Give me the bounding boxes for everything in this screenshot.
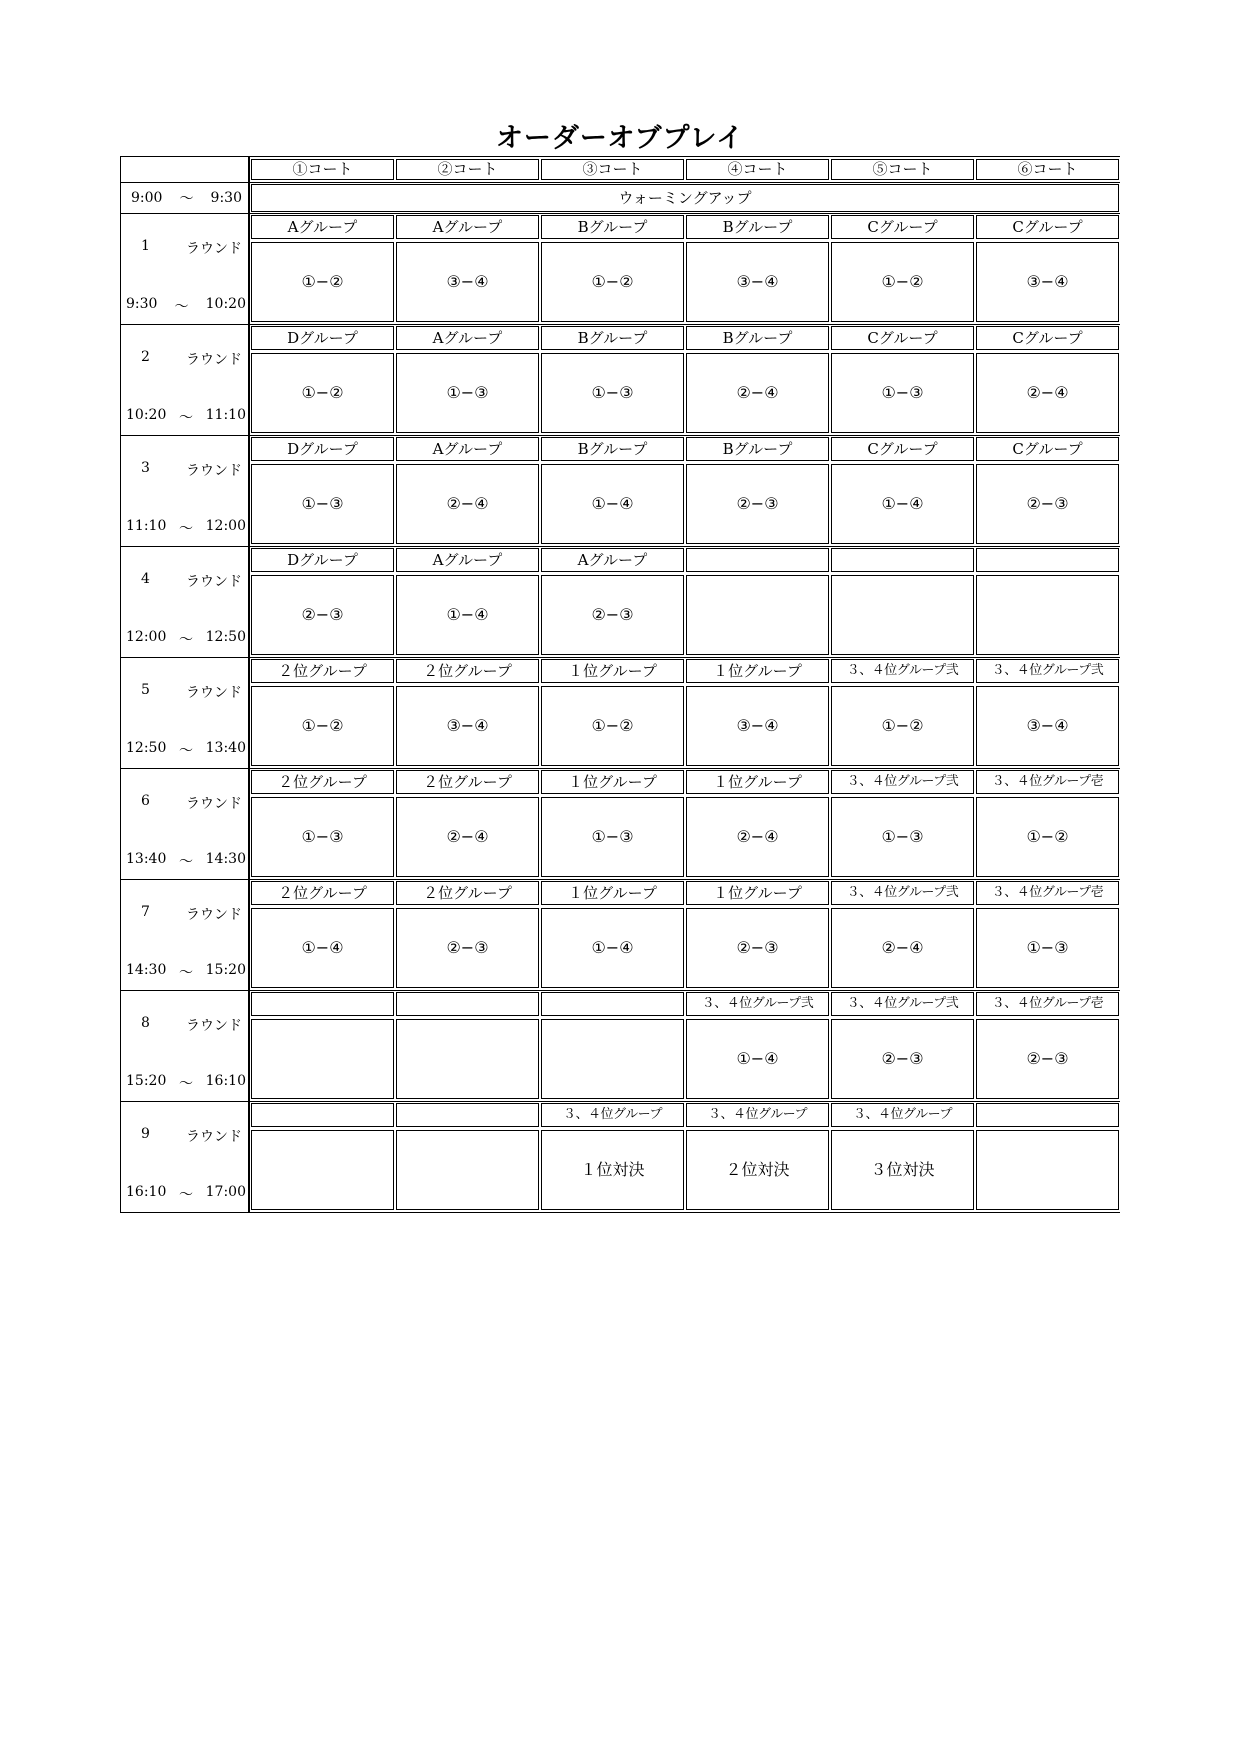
round-row-7 <box>120 880 1120 991</box>
group-label <box>541 992 684 1016</box>
round-end: 17:00 <box>205 1184 246 1200</box>
match-pairing: ３位対決 <box>831 1130 974 1210</box>
match-pairing: １位対決 <box>541 1130 684 1210</box>
round-courts <box>250 769 1120 879</box>
group-label: ２位グループ <box>396 881 539 905</box>
round-number: 3 <box>141 460 150 476</box>
group-label: ３、４位グループ弐 <box>686 992 829 1016</box>
round-end: 11:10 <box>205 407 246 423</box>
group-label: Bグループ <box>541 215 684 239</box>
group-label: ３、４位グループ壱 <box>976 881 1119 905</box>
round-end: 14:30 <box>205 851 246 867</box>
court-slot-4 <box>686 1102 829 1212</box>
round-title <box>141 571 242 591</box>
match-pairing: ③−④ <box>686 686 829 766</box>
court-slot-2 <box>396 1102 539 1212</box>
match-pairing: ①−② <box>541 686 684 766</box>
round-start: 14:30 <box>126 962 167 978</box>
group-label: ３、４位グループ壱 <box>976 992 1119 1016</box>
corner-cell <box>120 157 250 182</box>
group-label: ３、４位グループ弐 <box>831 659 974 683</box>
round-label <box>120 436 250 546</box>
rounds <box>120 214 1120 1213</box>
round-time <box>126 962 246 982</box>
match-pairing: ③−④ <box>396 686 539 766</box>
round-sep: 〜 <box>174 299 189 315</box>
match-pairing: ②−③ <box>831 1019 974 1099</box>
round-start: 9:30 <box>126 296 158 312</box>
round-label <box>120 547 250 657</box>
match-pairing <box>976 1130 1119 1210</box>
round-word: ラウンド <box>186 574 242 590</box>
group-label: Bグループ <box>686 326 829 350</box>
court-slot-3 <box>541 880 684 990</box>
round-row-3 <box>120 436 1120 547</box>
group-label: Bグループ <box>686 437 829 461</box>
match-pairing: ②−③ <box>251 575 394 655</box>
court-slot-5 <box>831 214 974 324</box>
court-slot-1 <box>251 325 394 435</box>
group-label: ２位グループ <box>251 770 394 794</box>
round-time <box>126 407 246 427</box>
round-title <box>141 682 242 702</box>
match-pairing: ①−② <box>831 242 974 322</box>
match-pairing: ②−④ <box>976 353 1119 433</box>
warmup-time <box>120 183 250 213</box>
group-label: Aグループ <box>541 548 684 572</box>
court-slot-6 <box>976 436 1119 546</box>
match-pairing: ①−③ <box>541 797 684 877</box>
match-pairing: ①−③ <box>976 908 1119 988</box>
round-word: ラウンド <box>186 1129 242 1145</box>
round-title <box>141 1126 242 1146</box>
round-word: ラウンド <box>186 463 242 479</box>
court-header-row <box>120 156 1120 183</box>
court-slot-2 <box>396 769 539 879</box>
round-courts <box>250 1102 1120 1212</box>
court-slot-2 <box>396 880 539 990</box>
group-label: Cグループ <box>831 326 974 350</box>
round-word: ラウンド <box>186 685 242 701</box>
group-label: １位グループ <box>686 659 829 683</box>
round-number: 1 <box>141 238 150 254</box>
group-label: ３、４位グループ弐 <box>831 881 974 905</box>
court-slot-5 <box>831 436 974 546</box>
group-label: ２位グループ <box>396 659 539 683</box>
round-number: 8 <box>141 1015 150 1031</box>
round-label <box>120 1102 250 1212</box>
match-pairing <box>251 1019 394 1099</box>
group-label: ３、４位グループ弐 <box>831 770 974 794</box>
court-slot-5 <box>831 325 974 435</box>
court-header-6: ⑥コート <box>976 159 1119 180</box>
round-end: 12:00 <box>205 518 246 534</box>
match-pairing: ①−③ <box>831 797 974 877</box>
warmup-sep: 〜 <box>179 191 194 207</box>
round-time <box>126 629 246 649</box>
court-slot-6 <box>976 769 1119 879</box>
court-slot-2 <box>396 547 539 657</box>
round-sep: 〜 <box>179 965 193 981</box>
court-slot-1 <box>251 991 394 1101</box>
group-label: ３、４位グループ弐 <box>976 659 1119 683</box>
court-slot-1 <box>251 658 394 768</box>
round-end: 12:50 <box>205 629 246 645</box>
match-pairing: ①−③ <box>251 797 394 877</box>
court-slot-2 <box>396 991 539 1101</box>
round-number: 4 <box>141 571 150 587</box>
match-pairing: ①−③ <box>831 353 974 433</box>
round-start: 11:10 <box>126 518 167 534</box>
court-headers <box>250 159 1120 180</box>
warmup-label: ウォーミングアップ <box>251 184 1119 212</box>
match-pairing: ①−③ <box>541 353 684 433</box>
match-pairing <box>396 1019 539 1099</box>
match-pairing: ③−④ <box>396 242 539 322</box>
round-number: 7 <box>141 904 150 920</box>
court-header-1: ①コート <box>251 159 394 180</box>
court-header-4: ④コート <box>686 159 829 180</box>
warmup-end: 9:30 <box>210 190 242 206</box>
match-pairing <box>976 575 1119 655</box>
court-slot-5 <box>831 769 974 879</box>
round-start: 13:40 <box>126 851 167 867</box>
match-pairing: ①−② <box>541 242 684 322</box>
match-pairing: ①−④ <box>251 908 394 988</box>
court-slot-6 <box>976 1102 1119 1212</box>
round-number: 5 <box>141 682 150 698</box>
group-label <box>976 548 1119 572</box>
match-pairing: ①−③ <box>396 353 539 433</box>
court-slot-4 <box>686 436 829 546</box>
round-label <box>120 214 250 324</box>
match-pairing: ②−④ <box>831 908 974 988</box>
round-time <box>126 1073 246 1093</box>
court-slot-3 <box>541 769 684 879</box>
round-sep: 〜 <box>179 854 193 870</box>
court-slot-1 <box>251 769 394 879</box>
court-slot-4 <box>686 547 829 657</box>
match-pairing: ①−④ <box>686 1019 829 1099</box>
warmup-row <box>120 183 1120 214</box>
court-slot-6 <box>976 880 1119 990</box>
court-slot-5 <box>831 658 974 768</box>
round-start: 10:20 <box>126 407 167 423</box>
court-slot-2 <box>396 214 539 324</box>
round-row-6 <box>120 769 1120 880</box>
round-end: 15:20 <box>205 962 246 978</box>
court-slot-6 <box>976 214 1119 324</box>
round-row-9 <box>120 1102 1120 1213</box>
round-label <box>120 880 250 990</box>
match-pairing: ②−④ <box>396 464 539 544</box>
round-end: 16:10 <box>205 1073 246 1089</box>
court-slot-3 <box>541 214 684 324</box>
order-of-play-table <box>120 156 1120 1213</box>
match-pairing: ③−④ <box>976 686 1119 766</box>
round-start: 16:10 <box>126 1184 167 1200</box>
round-courts <box>250 991 1120 1101</box>
group-label <box>396 1103 539 1127</box>
court-slot-4 <box>686 769 829 879</box>
group-label: １位グループ <box>541 770 684 794</box>
round-label <box>120 658 250 768</box>
round-sep: 〜 <box>179 1187 193 1203</box>
round-word: ラウンド <box>186 241 242 257</box>
group-label: ３、４位グループ <box>686 1103 829 1127</box>
round-sep: 〜 <box>179 743 193 759</box>
court-slot-4 <box>686 325 829 435</box>
group-label: Aグループ <box>396 548 539 572</box>
page-title: オーダーオブプレイ <box>495 123 745 154</box>
round-courts <box>250 658 1120 768</box>
court-slot-4 <box>686 880 829 990</box>
court-slot-5 <box>831 547 974 657</box>
court-slot-1 <box>251 1102 394 1212</box>
group-label <box>976 1103 1119 1127</box>
round-row-4 <box>120 547 1120 658</box>
group-label: ２位グループ <box>251 659 394 683</box>
warmup-start: 9:00 <box>131 190 163 206</box>
court-slot-3 <box>541 658 684 768</box>
group-label: Aグループ <box>396 215 539 239</box>
round-label <box>120 769 250 879</box>
group-label: Cグループ <box>976 437 1119 461</box>
round-title <box>141 349 242 369</box>
match-pairing: ③−④ <box>686 242 829 322</box>
group-label: １位グループ <box>686 770 829 794</box>
match-pairing: ②−③ <box>686 464 829 544</box>
round-start: 15:20 <box>126 1073 167 1089</box>
round-label <box>120 325 250 435</box>
court-slot-2 <box>396 658 539 768</box>
match-pairing <box>251 1130 394 1210</box>
round-word: ラウンド <box>186 352 242 368</box>
court-header-2: ②コート <box>396 159 539 180</box>
court-slot-4 <box>686 658 829 768</box>
round-word: ラウンド <box>186 1018 242 1034</box>
court-slot-2 <box>396 436 539 546</box>
round-sep: 〜 <box>179 410 193 426</box>
court-slot-5 <box>831 880 974 990</box>
round-time <box>126 851 246 871</box>
round-sep: 〜 <box>179 521 193 537</box>
match-pairing <box>541 1019 684 1099</box>
round-courts <box>250 547 1120 657</box>
match-pairing: ②−④ <box>396 797 539 877</box>
round-start: 12:00 <box>126 629 167 645</box>
group-label: Cグループ <box>976 215 1119 239</box>
match-pairing: ①−③ <box>251 464 394 544</box>
match-pairing: ①−② <box>831 686 974 766</box>
group-label: Aグループ <box>396 437 539 461</box>
match-pairing: ②−④ <box>686 797 829 877</box>
round-end: 10:20 <box>205 296 246 312</box>
match-pairing: ①−② <box>976 797 1119 877</box>
group-label: １位グループ <box>541 881 684 905</box>
round-start: 12:50 <box>126 740 167 756</box>
round-number: 9 <box>141 1126 150 1142</box>
group-label: Aグループ <box>251 215 394 239</box>
group-label: Aグループ <box>396 326 539 350</box>
match-pairing: ①−② <box>251 686 394 766</box>
match-pairing <box>831 575 974 655</box>
round-row-5 <box>120 658 1120 769</box>
match-pairing: ②−③ <box>541 575 684 655</box>
court-slot-2 <box>396 325 539 435</box>
court-slot-6 <box>976 325 1119 435</box>
round-time <box>126 1184 246 1204</box>
match-pairing: ②−③ <box>396 908 539 988</box>
round-title <box>141 238 242 258</box>
court-slot-3 <box>541 1102 684 1212</box>
group-label: Cグループ <box>831 437 974 461</box>
match-pairing: ①−④ <box>541 908 684 988</box>
group-label: １位グループ <box>541 659 684 683</box>
round-number: 2 <box>141 349 150 365</box>
match-pairing: ③−④ <box>976 242 1119 322</box>
round-title <box>141 460 242 480</box>
court-slot-1 <box>251 880 394 990</box>
round-number: 6 <box>141 793 150 809</box>
group-label <box>686 548 829 572</box>
court-header-3: ③コート <box>541 159 684 180</box>
round-courts <box>250 436 1120 546</box>
round-courts <box>250 325 1120 435</box>
group-label: Dグループ <box>251 326 394 350</box>
match-pairing <box>686 575 829 655</box>
round-courts <box>250 214 1120 324</box>
round-title <box>141 904 242 924</box>
court-slot-6 <box>976 547 1119 657</box>
round-word: ラウンド <box>186 907 242 923</box>
court-slot-3 <box>541 547 684 657</box>
round-label <box>120 991 250 1101</box>
round-time <box>126 296 246 316</box>
match-pairing <box>396 1130 539 1210</box>
match-pairing: ①−② <box>251 242 394 322</box>
group-label: ３、４位グループ <box>831 1103 974 1127</box>
court-slot-1 <box>251 436 394 546</box>
match-pairing: ２位対決 <box>686 1130 829 1210</box>
group-label: ３、４位グループ弐 <box>831 992 974 1016</box>
group-label: Cグループ <box>831 215 974 239</box>
group-label: Cグループ <box>976 326 1119 350</box>
court-slot-4 <box>686 991 829 1101</box>
group-label: ２位グループ <box>396 770 539 794</box>
group-label <box>396 992 539 1016</box>
round-word: ラウンド <box>186 796 242 812</box>
court-slot-4 <box>686 214 829 324</box>
court-header-5: ⑤コート <box>831 159 974 180</box>
match-pairing: ①−④ <box>396 575 539 655</box>
group-label: １位グループ <box>686 881 829 905</box>
round-row-1 <box>120 214 1120 325</box>
group-label: ３、４位グループ壱 <box>976 770 1119 794</box>
court-slot-1 <box>251 214 394 324</box>
court-slot-5 <box>831 1102 974 1212</box>
group-label: ３、４位グループ <box>541 1103 684 1127</box>
group-label: ２位グループ <box>251 881 394 905</box>
match-pairing: ①−② <box>251 353 394 433</box>
court-slot-6 <box>976 658 1119 768</box>
round-row-2 <box>120 325 1120 436</box>
group-label: Bグループ <box>541 326 684 350</box>
court-slot-5 <box>831 991 974 1101</box>
match-pairing: ②−③ <box>686 908 829 988</box>
round-row-8 <box>120 991 1120 1102</box>
match-pairing: ①−④ <box>831 464 974 544</box>
match-pairing: ②−④ <box>686 353 829 433</box>
round-title <box>141 1015 242 1035</box>
group-label <box>251 1103 394 1127</box>
group-label: Dグループ <box>251 437 394 461</box>
match-pairing: ②−③ <box>976 1019 1119 1099</box>
group-label <box>251 992 394 1016</box>
match-pairing: ①−④ <box>541 464 684 544</box>
round-sep: 〜 <box>179 1076 193 1092</box>
court-slot-1 <box>251 547 394 657</box>
court-slot-3 <box>541 436 684 546</box>
court-slot-6 <box>976 991 1119 1101</box>
round-courts <box>250 880 1120 990</box>
round-time <box>126 518 246 538</box>
round-title <box>141 793 242 813</box>
round-end: 13:40 <box>205 740 246 756</box>
court-slot-3 <box>541 325 684 435</box>
group-label <box>831 548 974 572</box>
group-label: Bグループ <box>541 437 684 461</box>
match-pairing: ②−③ <box>976 464 1119 544</box>
group-label: Dグループ <box>251 548 394 572</box>
group-label: Bグループ <box>686 215 829 239</box>
round-sep: 〜 <box>179 632 193 648</box>
round-time <box>126 740 246 760</box>
court-slot-3 <box>541 991 684 1101</box>
